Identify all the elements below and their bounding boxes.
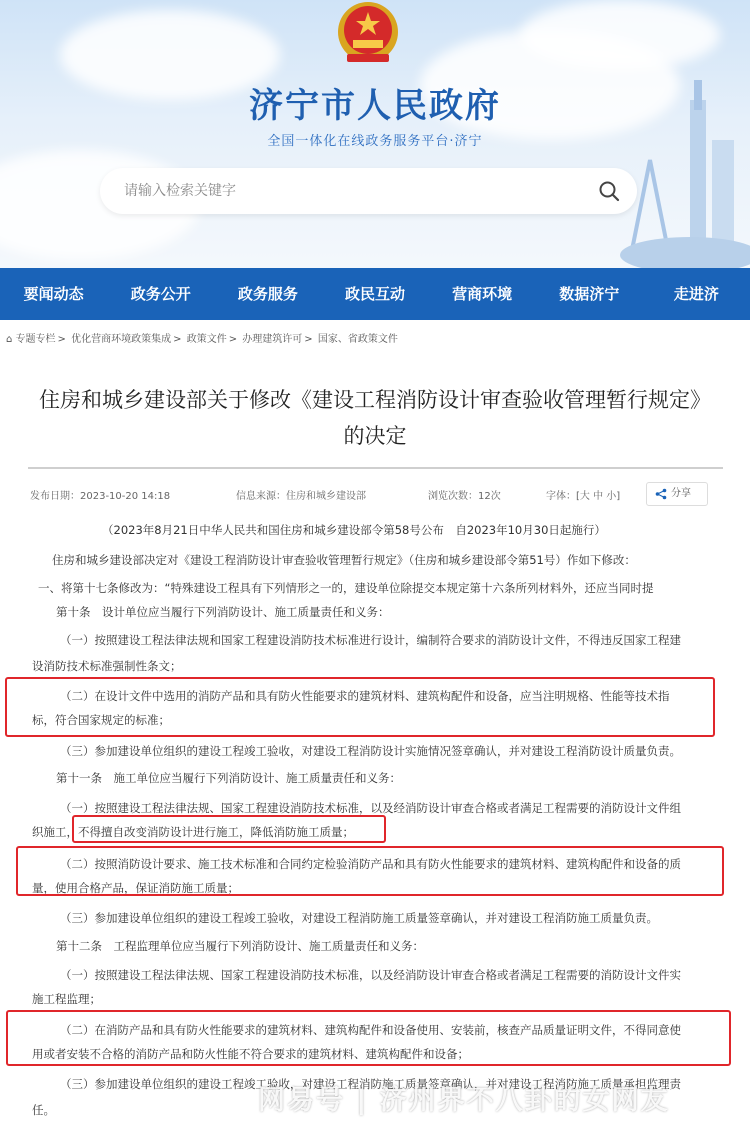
article-paragraph: 标，符合国家规定的标准； [32,713,170,727]
national-emblem-icon [333,0,403,68]
breadcrumb-item[interactable]: 优化营商环境政策集成 [71,334,172,345]
highlight-box [16,846,724,896]
title-divider [28,467,723,469]
site-header [0,0,750,268]
view-count: 浏览次数：12次 [428,491,501,502]
nav-item-business[interactable]: 营商环境 [452,285,513,303]
site-subtitle: 全国一体化在线政务服务平台·济宁 [267,134,483,149]
breadcrumb-item[interactable]: 政策文件 [186,334,227,345]
article-paragraph: 一、将第十七条修改为：“特殊建设工程具有下列情形之一的，建设单位除提交本规定第十六条所列材料外，还应当同时提 [38,581,654,595]
article-paragraph: 第十一条 施工单位应当履行下列消防设计、施工质量责任和义务： [56,771,401,785]
article-paragraph: 织施工，不得擅自改变消防设计进行施工，降低消防施工质量； [32,825,354,839]
main-nav [0,268,750,320]
share-icon [655,488,667,500]
highlight-box [5,677,715,737]
site-title: 济宁市人民政府 [249,86,501,126]
breadcrumb-item[interactable]: 国家、省政策文件 [317,334,398,345]
article-paragraph: （二）按照消防设计要求、施工技术标准和合同约定检验消防产品和具有防火性能要求的建筑材料、建筑构配件和设备的质 [60,857,681,871]
article-paragraph: 第十二条 工程监理单位应当履行下列消防设计、施工质量责任和义务： [56,939,424,953]
article-paragraph: （二）在设计文件中选用的消防产品和具有防火性能要求的建筑材料、建筑构配件和设备，应当注明规格、性能等技术指 [60,689,670,703]
article-paragraph: （三）参加建设单位组织的建设工程竣工验收，对建设工程消防施工质量签章确认，并对建设工程消防施工质量承担监理责 [60,1077,681,1091]
nav-item-news[interactable]: 要闻动态 [23,285,84,303]
article-paragraph: （三）参加建设单位组织的建设工程竣工验收，对建设工程消防施工质量签章确认，并对建设工程消防施工质量负责。 [60,911,658,925]
article-paragraph: （2023年8月21日中华人民共和国住房和城乡建设部令第58号公布 自2023年10月30日起施行） [102,523,606,537]
nav-item-open-government[interactable]: 政务公开 [130,285,191,303]
watermark: 网易号 | 济州界不八卦的女网友 [258,1085,670,1116]
article-paragraph: （一）按照建设工程法律法规、国家工程建设消防技术标准，以及经消防设计审查合格或者满足工程需要的消防设计文件组 [60,801,681,815]
article-paragraph: 任。 [32,1103,55,1117]
breadcrumb: ⌂ 专题专栏 > 优化营商环境政策集成 > 政策文件 > 办理建筑许可 > 国家、省政策文件 [6,334,398,345]
nav-item-data[interactable]: 数据济宁 [559,285,620,303]
article-paragraph: 住房和城乡建设部决定对《建设工程消防设计审查验收管理暂行规定》（住房和城乡建设部令第51号）作如下修改： [52,553,636,567]
article-paragraph: 施工程监理； [32,992,101,1006]
article-paragraph: 设消防技术标准强制性条文； [32,659,182,673]
nav-item-services[interactable]: 政务服务 [237,285,298,303]
nav-item-interaction[interactable]: 政民互动 [344,285,405,303]
font-size-selector[interactable]: 字体：[大 中 小] [546,491,621,502]
highlight-box [6,1010,731,1066]
home-icon: ⌂ [6,334,13,345]
article-paragraph: （二）在消防产品和具有防火性能要求的建筑材料、建筑构配件和设备使用、安装前，核查产品质量证明文件，不得同意使 [60,1023,681,1037]
highlight-box [72,815,386,843]
article-title: 住房和城乡建设部关于修改《建设工程消防设计审查验收管理暂行规定》 的决定 [39,388,711,448]
article-paragraph: 量，使用合格产品，保证消防施工质量； [32,881,239,895]
article-paragraph: 用或者安装不合格的消防产品和防火性能不符合要求的建筑材料、建筑构配件和设备； [32,1047,469,1061]
article-paragraph: （一）按照建设工程法律法规、国家工程建设消防技术标准，以及经消防设计审查合格或者满足工程需要的消防设计文件实 [60,968,681,982]
article-paragraph: 第十条 设计单位应当履行下列消防设计、施工质量责任和义务： [56,605,390,619]
city-skyline-icon [620,80,750,268]
publish-date: 发布日期：2023-10-20 14:18 [30,491,171,502]
search-icon[interactable] [597,179,621,203]
breadcrumb-item[interactable]: 办理建筑许可 [242,334,303,345]
info-source: 信息来源：住房和城乡建设部 [236,491,366,502]
search-input[interactable] [124,180,564,202]
article-paragraph: （三）参加建设单位组织的建设工程竣工验收，对建设工程消防设计实施情况签章确认，并对建设工程消防设计质量负责。 [60,744,681,758]
share-button[interactable]: 分享 [646,482,708,506]
search-bar [100,168,637,214]
nav-item-about[interactable]: 走进济 [673,285,719,303]
article-paragraph: （一）按照建设工程法律法规和国家工程建设消防技术标准进行设计，编制符合要求的消防设计文件，不得违反国家工程建 [60,633,681,647]
breadcrumb-item[interactable]: 专题专栏 [15,334,56,345]
